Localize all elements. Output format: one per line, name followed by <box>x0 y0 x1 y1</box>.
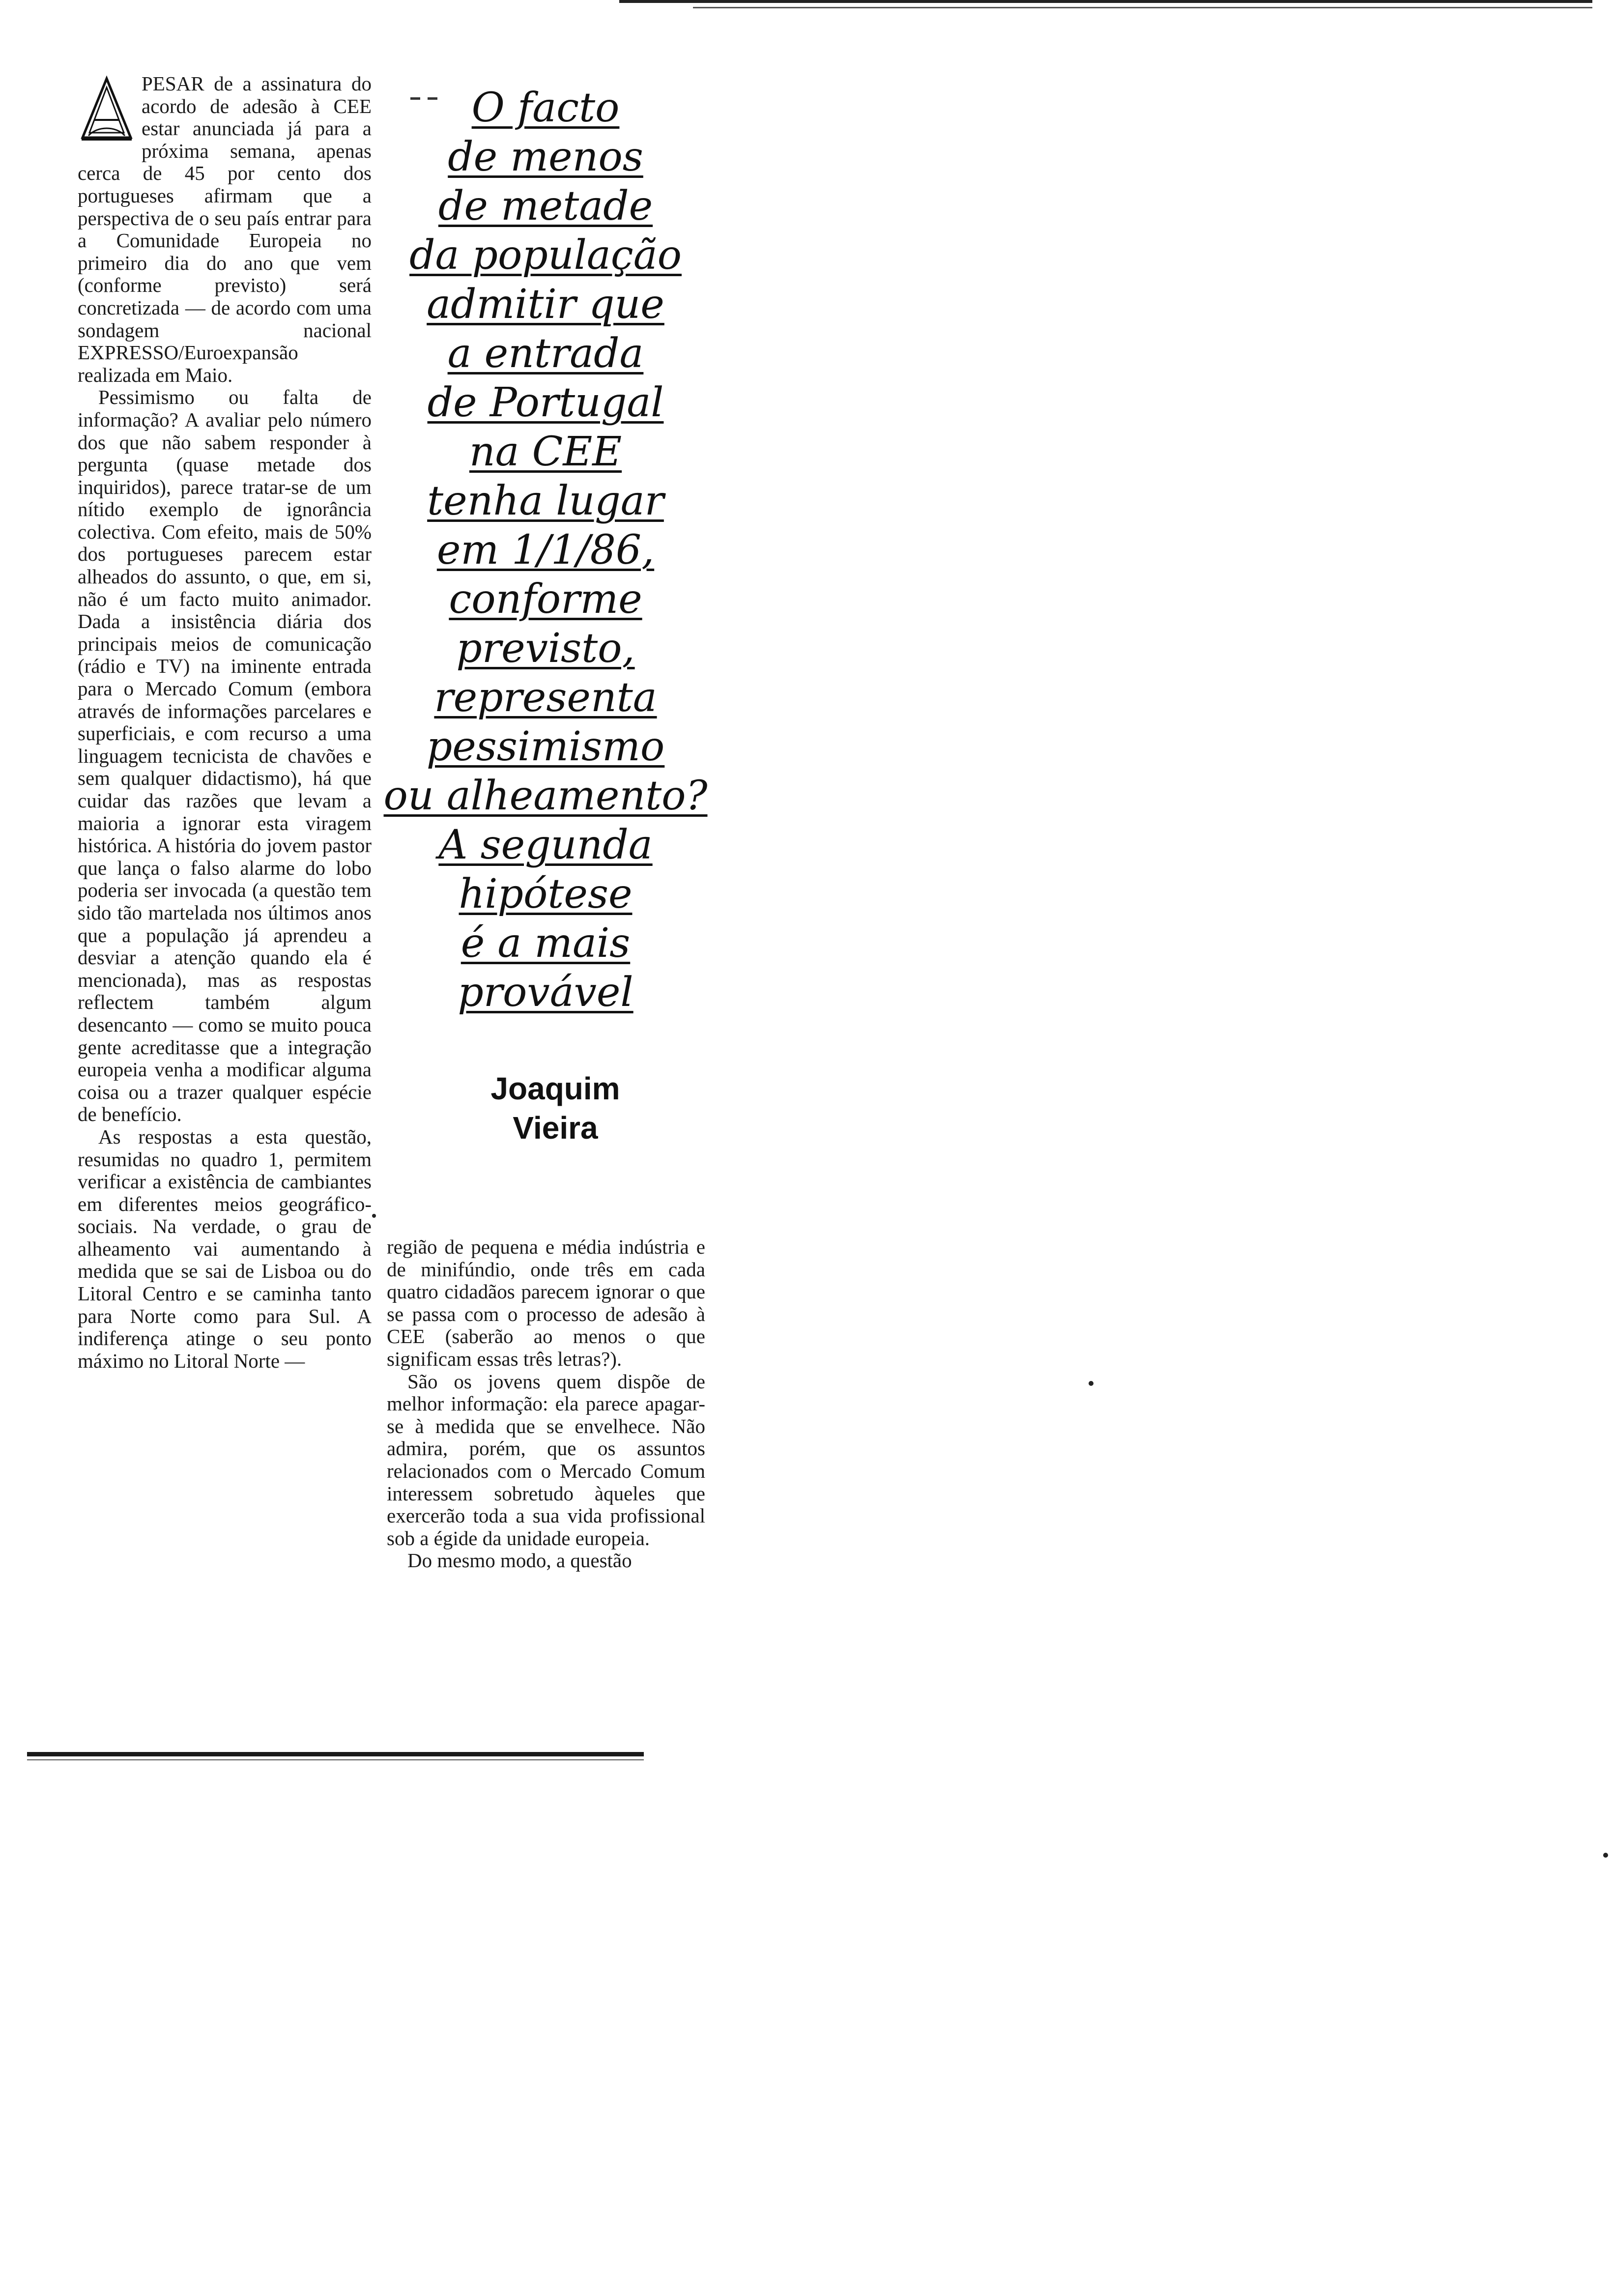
author-byline <box>462 1069 649 1148</box>
headline-line: de Portugal <box>427 379 664 426</box>
middle-paragraph-3: Do mesmo modo, a questão <box>407 1549 632 1572</box>
top-rule-secondary <box>693 7 1592 8</box>
top-rule <box>619 0 1592 3</box>
headline-line: em 1/1/86, <box>436 527 655 574</box>
headline-line: A segunda <box>438 822 653 868</box>
bottom-rule <box>27 1752 644 1756</box>
headline-line: pessimismo <box>426 723 665 770</box>
bottom-rule-secondary <box>27 1759 644 1760</box>
headline-line: admitir que <box>427 281 664 328</box>
scan-speck <box>1603 1853 1608 1858</box>
article-headline <box>364 84 727 1017</box>
headline-line: a entrada <box>447 330 644 377</box>
author-first-name: Joaquim <box>490 1071 620 1106</box>
headline-line: provável <box>458 969 633 1016</box>
drop-cap-letter <box>78 75 136 144</box>
scan-speck <box>1089 1381 1094 1386</box>
headline-line: tenha lugar <box>427 478 664 524</box>
left-paragraph-2: Pessimismo ou falta de informação? A avaliar pelo número dos que não sabem responder à pergunta (quase metade dos inquiridos), parece tratar-se de um nítido exemplo de ignorância colectiva. Com efeito, mais de 50% dos portugueses parecem estar alheados do assunto, o que, em si, não é um facto muito animador. Dada a insistência diária dos principais meios de comunicação (rádio e TV) na iminente entrada para o Mercado Comum (embora através de informações parcelares e superficiais, e com recurso a uma linguagem tecnicista de chavões e sem qualquer didactismo), há que cuidar das razões que levam a maioria a ignorar esta viragem histórica. A história do jovem pastor que lança o falso alarme do lobo poderia ser invocada (a questão tem sido tão martelada nos últimos anos que a população já aprendeu a desviar a atenção quando ela é mencionada), mas as respostas reflectem também algum desencanto — como se muito pouca gente acreditasse que a integração europeia venha a modificar alguma coisa ou a trazer qualquer espécie de benefício. <box>78 386 372 1126</box>
headline-line: de menos <box>448 134 643 180</box>
headline-line: hipótese <box>459 871 633 918</box>
author-last-name: Vieira <box>513 1110 598 1146</box>
article-left-column <box>78 73 372 1372</box>
headline-line: O facto <box>471 85 620 131</box>
left-paragraph-3: As respostas a esta questão, resumidas no quadro 1, permitem verificar a existência de cambiantes em diferentes meios geográfico-sociais. Na verdade, o grau de alheamento vai aumentando à medida que se sai de Lisboa ou do Litoral Centro e se caminha tanto para Norte como para Sul. A indiferença atinge o seu ponto máximo no Litoral Norte — <box>78 1125 372 1372</box>
headline-line: representa <box>434 674 657 721</box>
headline-line: previsto, <box>456 625 635 672</box>
headline-line: na CEE <box>469 429 622 475</box>
article-middle-column <box>387 1236 705 1572</box>
left-paragraph-1: PESAR de a assinatura do acordo de adesão à CEE estar anunciada já para a próxima semana, apenas cerca de 45 por cento dos portugueses afirmam que a perspectiva de o seu país entrar para a Comunidade Europeia no primeiro dia do ano que vem (conforme previsto) será concretizada — de acordo com uma sondagem nacional EXPRESSO/Euroexpansão realizada em Maio. <box>78 72 372 386</box>
scan-speck <box>372 1214 376 1218</box>
headline-line: conforme <box>449 576 642 623</box>
headline-line: é a mais <box>461 920 631 967</box>
headline-line: da população <box>409 232 682 279</box>
middle-paragraph-2: São os jovens quem dispõe de melhor informação: ela parece apagar-se à medida que se envelhece. Não admira, porém, que os assuntos relacionados com o Mercado Comum interessem sobretudo àqueles que exercerão toda a sua vida profissional sob a égide da unidade europeia. <box>387 1370 705 1550</box>
middle-paragraph-1: região de pequena e média indústria e de minifúndio, onde três em cada quatro cidadãos parecem ignorar o que se passa com o processo de adesão à CEE (saberão ao menos o que significam essas três letras?). <box>387 1235 705 1370</box>
drop-cap-ornament <box>78 75 136 144</box>
headline-line: ou alheamento? <box>383 773 708 819</box>
headline-line: de metade <box>438 183 653 230</box>
